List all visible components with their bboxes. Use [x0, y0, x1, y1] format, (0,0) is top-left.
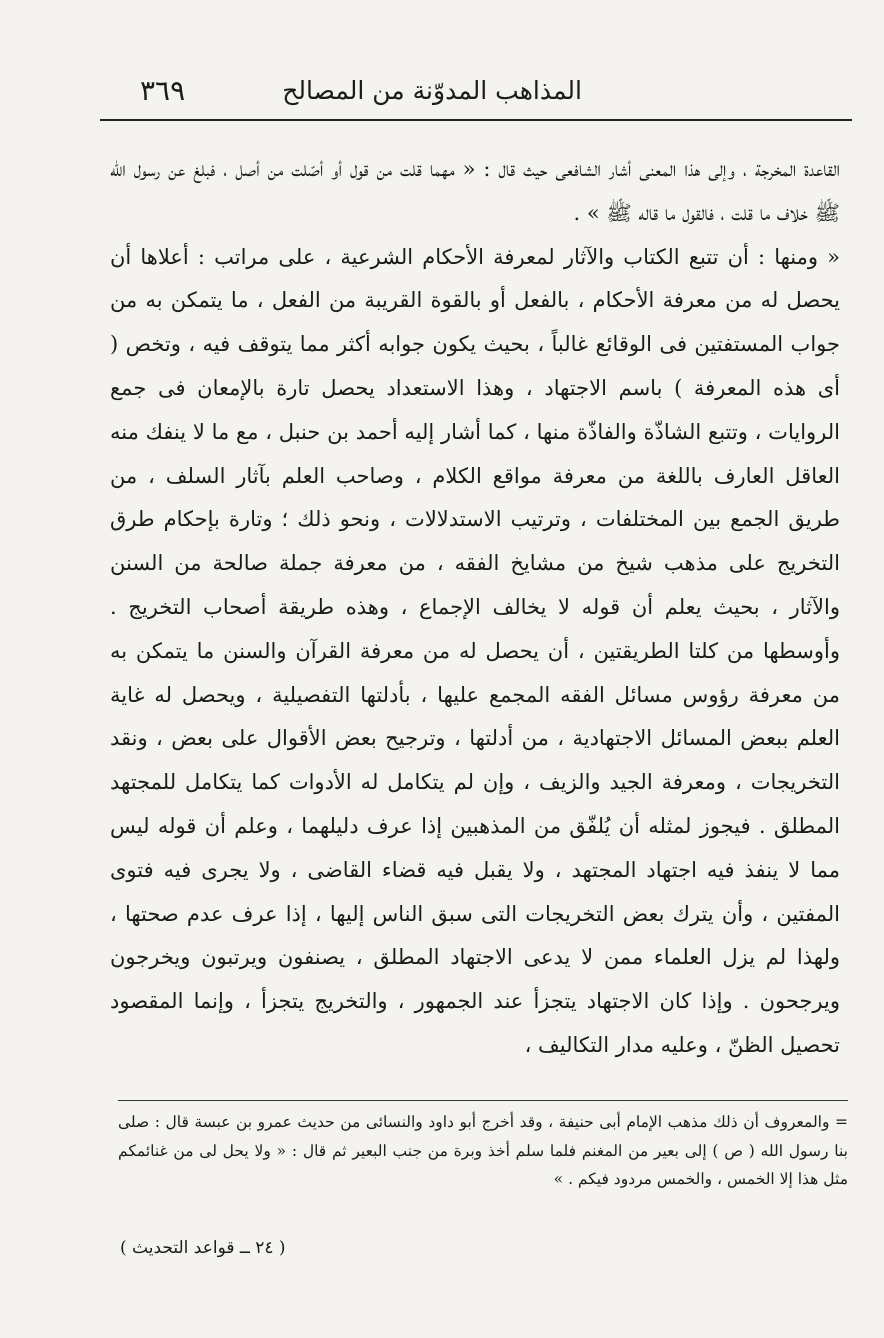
footnote: [118, 1108, 848, 1194]
footnote-rule: [118, 1100, 848, 1101]
page-number: ٣٦٩: [140, 74, 186, 107]
paragraph-2: « ومنها : أن تتبع الكتاب والآثار لمعرفة الأحكام الشرعية ، على مراتب : أعلاها أن يحصل له من معرفة الأحكام ، بالفعل أو بالقوة القريبة من الفعل ، ما يتمكن به من جواب المستفتين فى الوقائع غالباً ، بحيث يكون جوابه أكثر مما يتوقف فيه ، وتخص ( أى هذه المعرفة ) باسم الاجتهاد ، وهذا الاستعداد يحصل تارة بالإمعان فى جمع الروايات ، وتتبع الشاذّة والفاذّة منها ، كما أشار إليه أحمد بن حنبل ، مع ما لا ينفك منه العاقل العارف باللغة من معرفة مواقع الكلام ، وصاحب العلم بآثار السلف ، من طريق الجمع بين المختلفات ، وترتيب الاستدلالات ، ونحو ذلك ؛ وتارة بإحكام طرق التخريج على مذهب شيخ من مشايخ الفقه ، من معرفة جملة صالحة من السنن والآثار ، بحيث يعلم أن قوله لا يخالف الإجماع ، وهذه طريقة أصحاب التخريج . وأوسطها من كلتا الطريقتين ، أن يحصل له من معرفة القرآن والسنن ما يتمكن به من معرفة رؤوس مسائل الفقه المجمع عليها ، بأدلتها التفصيلية ، ويحصل له غاية العلم ببعض المسائل الاجتهادية ، من أدلتها ، وترجيح بعض الأقوال على بعض ، ونقد التخريجات ، ومعرفة الجيد والزيف ، وإن لم يتكامل له الأدوات كما يتكامل للمجتهد المطلق . فيجوز لمثله أن يُلفّق من المذهبين إذا عرف دليلهما ، وعلم أن قوله ليس مما لا ينفذ فيه اجتهاد المجتهد ، ولا يقبل فيه قضاء القاضى ، ولا يجرى فيه فتوى المفتين ، وأن يترك بعض التخريجات التى سبق الناس إليها ، إذا عرف عدم صحتها ، ولهذا لم يزل العلماء ممن لا يدعى الاجتهاد المطلق ، يصنفون ويرتبون ويخرجون ويرجحون . وإذا كان الاجتهاد يتجزأ عند الجمهور ، والتخريج يتجزأ ، وإنما المقصود تحصيل الظنّ ، وعليه مدار التكاليف ،: [110, 244, 840, 1057]
main-text: [110, 148, 840, 1068]
footnote-text: = والمعروف أن ذلك مذهب الإمام أبى حنيفة ، وقد أخرج أبو داود والنسائى من حديث عمرو بن عبسة قال : صلى بنا رسول الله ( ص ) إلى بعير من المغنم فلما سلم أخذ وبرة من جنب البعير ثم قال : « ولا يحل لى من غنائمكم مثل هذا إلا الخمس ، والخمس مردود فيكم . »: [118, 1113, 848, 1188]
header-rule: [100, 119, 852, 121]
running-title: المذاهب المدوّنة من المصالح: [282, 76, 582, 105]
page-header: [100, 70, 852, 116]
paragraph-1: القاعدة المخرجة ، وإلى هذا المعنى أشار الشافعى حيث قال : « مهما قلت من قول أو أصّلت من أصل ، فبلغ عن رسول الله ﷺ خلاف ما قلت ، فالقول ما قاله ﷺ » .: [110, 157, 840, 225]
printer-signature: ( ٢٤ ــ قواعد التحديث ): [120, 1238, 286, 1258]
